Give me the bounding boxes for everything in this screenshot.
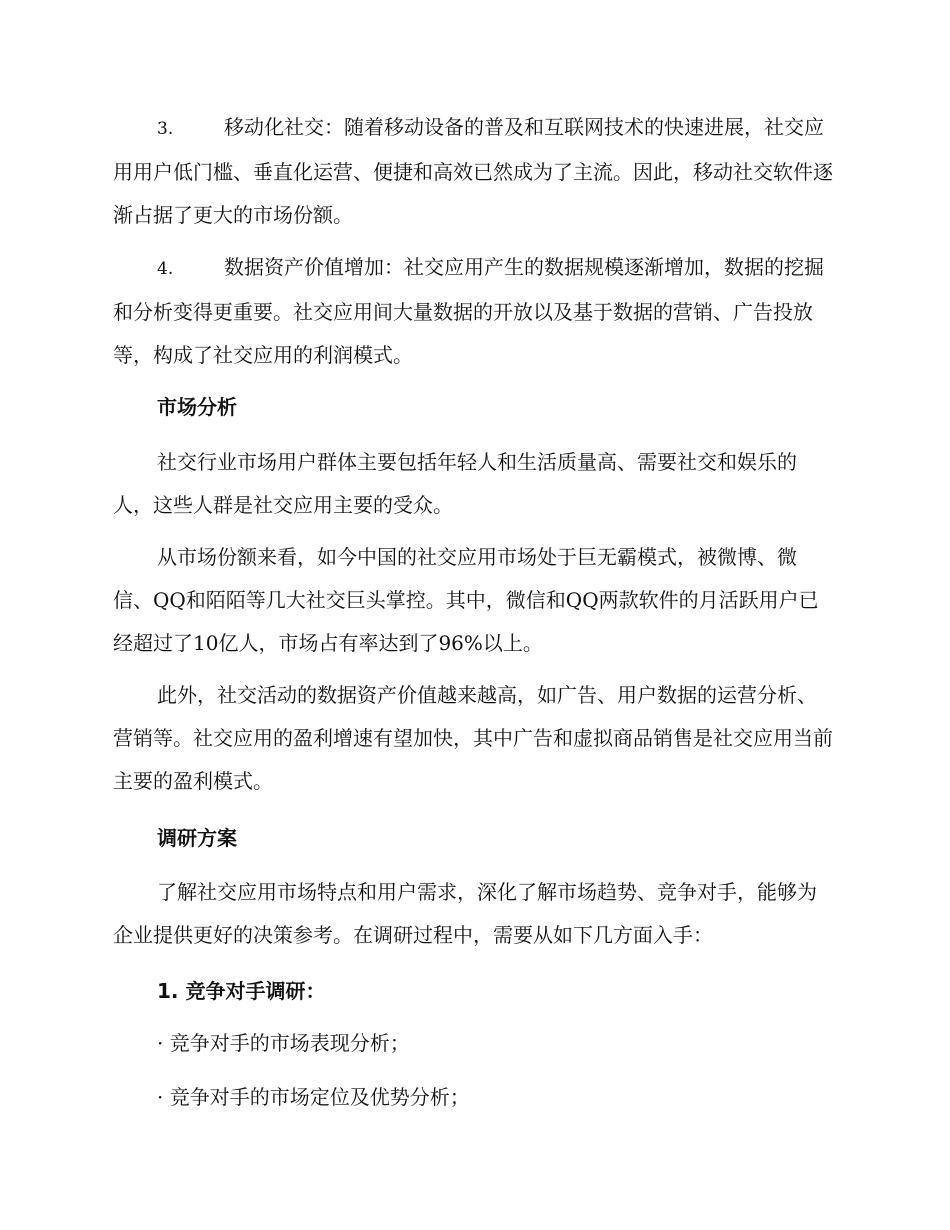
list-item-4 — [113, 246, 833, 377]
list-item-3 — [113, 106, 833, 237]
section-heading-market: 市场分析 — [157, 395, 237, 419]
item-number: 4. — [157, 259, 174, 279]
item-number: 3. — [157, 119, 174, 139]
bullet-item: · 竞争对手的市场表现分析； — [157, 1031, 410, 1055]
research-paragraph-1: 了解社交应用市场特点和用户需求，深化了解市场趋势、竞争对手，能够为企业提供更好的决策参考。在调研过程中，需要从如下几方面入手： — [113, 880, 817, 947]
item-text: 移动化社交：随着移动设备的普及和互联网技术的快速进展，社交应用用户低门槛、垂直化运营、便捷和高效已然成为了主流。因此，移动社交软件逐渐占据了更大的市场份额。 — [113, 115, 833, 227]
item-text: 数据资产价值增加：社交应用产生的数据规模逐渐增加，数据的挖掘和分析变得更重要。社交应用间大量数据的开放以及基于数据的营销、广告投放等，构成了社交应用的利润模式。 — [113, 255, 824, 367]
section-heading-research: 调研方案 — [157, 826, 237, 850]
subheading-competitor-research: 1. 竞争对手调研： — [157, 979, 326, 1003]
market-paragraph-3: 此外，社交活动的数据资产价值越来越高，如广告、用户数据的运营分析、营销等。社交应用的盈利增速有望加快，其中广告和虚拟商品销售是社交应用当前主要的盈利模式。 — [113, 683, 833, 793]
market-paragraph-1: 社交行业市场用户群体主要包括年轻人和生活质量高、需要社交和娱乐的人，这些人群是社交应用主要的受众。 — [113, 450, 797, 517]
market-paragraph-2: 从市场份额来看，如今中国的社交应用市场处于巨无霸模式，被微博、微信、QQ和陌陌等几大社交巨头掌控。其中，微信和QQ两款软件的月活跃用户已经超过了10亿人，市场占有率达到了96%以上。 — [113, 545, 819, 655]
bullet-item: · 竞争对手的市场定位及优势分析； — [157, 1085, 470, 1109]
